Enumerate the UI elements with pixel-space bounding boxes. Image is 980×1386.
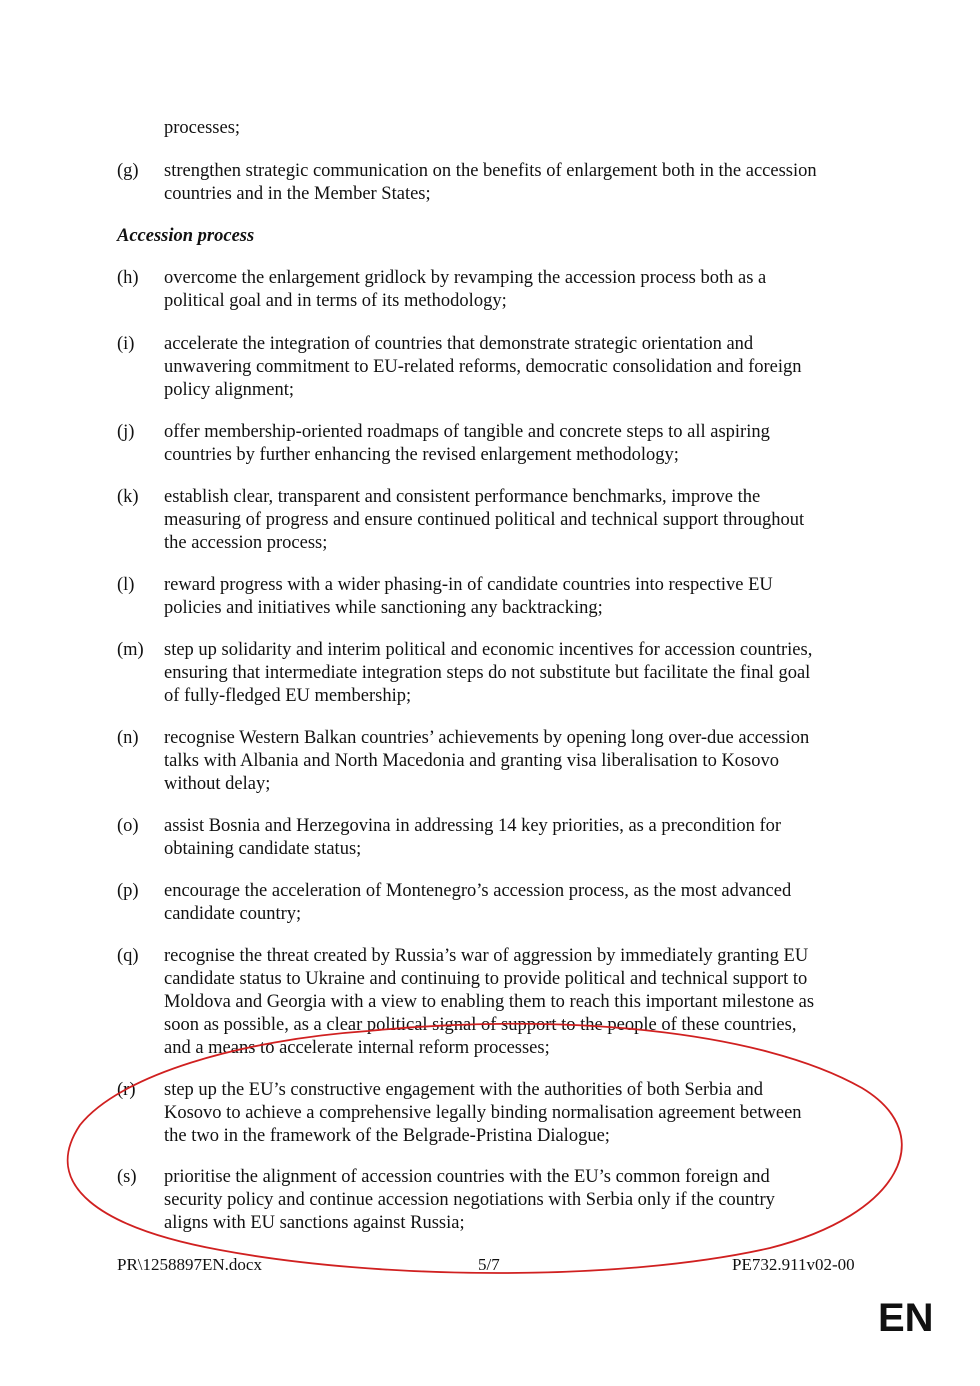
item-text: offer membership-oriented roadmaps of tangible and concrete steps to all aspiring countries by further enhancing the revised enlargement methodology;: [164, 422, 770, 465]
item-text: overcome the enlargement gridlock by revamping the accession process both as a political goal and in terms of its methodology;: [164, 268, 767, 311]
item-text: reward progress with a wider phasing-in of candidate countries into respective EU policies and initiatives while sanctioning any backtracking;: [164, 575, 773, 618]
item-label: (j): [117, 422, 135, 442]
language-tag: EN: [878, 1296, 934, 1340]
item-label: (q): [117, 946, 139, 966]
section-heading: Accession process: [117, 226, 255, 246]
continuation-text: processes;: [164, 118, 241, 138]
item-label: (g): [117, 161, 139, 181]
footer-document-ref: PR\1258897EN.docx: [117, 1255, 262, 1274]
item-label: (m): [117, 640, 144, 660]
item-text: assist Bosnia and Herzegovina in addressing 14 key priorities, as a precondition for obtaining candidate status;: [164, 816, 782, 859]
item-label: (i): [117, 334, 135, 354]
footer-page-number: 5/7: [478, 1255, 500, 1274]
item-label: (p): [117, 881, 139, 901]
item-text: strengthen strategic communication on the benefits of enlargement both in the accession countries and in the Member States;: [164, 161, 817, 204]
item-label: (h): [117, 268, 139, 288]
item-text: step up the EU’s constructive engagement with the authorities of both Serbia and Kosovo to achieve a comprehensive legally binding normalisation agreement between the two in the framework of the Belgrade-Pristina Dialogue;: [164, 1080, 802, 1146]
item-text: step up solidarity and interim political and economic incentives for accession countries, ensuring that intermediate integration steps do not substitute but facilitate the final goal of fully-fledged EU membership;: [164, 640, 813, 706]
footer-version: PE732.911v02-00: [732, 1255, 855, 1274]
item-text: prioritise the alignment of accession countries with the EU’s common foreign and security policy and continue accession negotiations with Serbia only if the country aligns with EU sanctions against Russia;: [164, 1167, 775, 1233]
item-label: (n): [117, 728, 139, 748]
item-label: (k): [117, 487, 139, 507]
item-label: (r): [117, 1080, 136, 1100]
item-text: establish clear, transparent and consistent performance benchmarks, improve the measuring of progress and ensure continued political and technical support throughout the accession process;: [164, 487, 805, 553]
item-label: (l): [117, 575, 135, 595]
item-label: (o): [117, 816, 139, 836]
item-text: recognise the threat created by Russia’s war of aggression by immediately granting EU candidate status to Ukraine and continuing to provide political and technical support to Moldova and Georgia with a view to enabling them to reach this important milestone as soon as possible, as a clear political signal of support to the people of these countries, and a means to accelerate internal reform processes;: [164, 946, 815, 1058]
item-text: encourage the acceleration of Montenegro’s accession process, as the most advanced candidate country;: [164, 881, 792, 924]
hand-drawn-circle: [68, 1024, 902, 1273]
item-text: accelerate the integration of countries that demonstrate strategic orientation and unwavering commitment to EU-related reforms, democratic consolidation and foreign policy alignment;: [164, 334, 802, 400]
item-label: (s): [117, 1167, 137, 1187]
item-text: recognise Western Balkan countries’ achievements by opening long over-due accession talks with Albania and North Macedonia and granting visa liberalisation to Kosovo without delay;: [164, 728, 810, 794]
